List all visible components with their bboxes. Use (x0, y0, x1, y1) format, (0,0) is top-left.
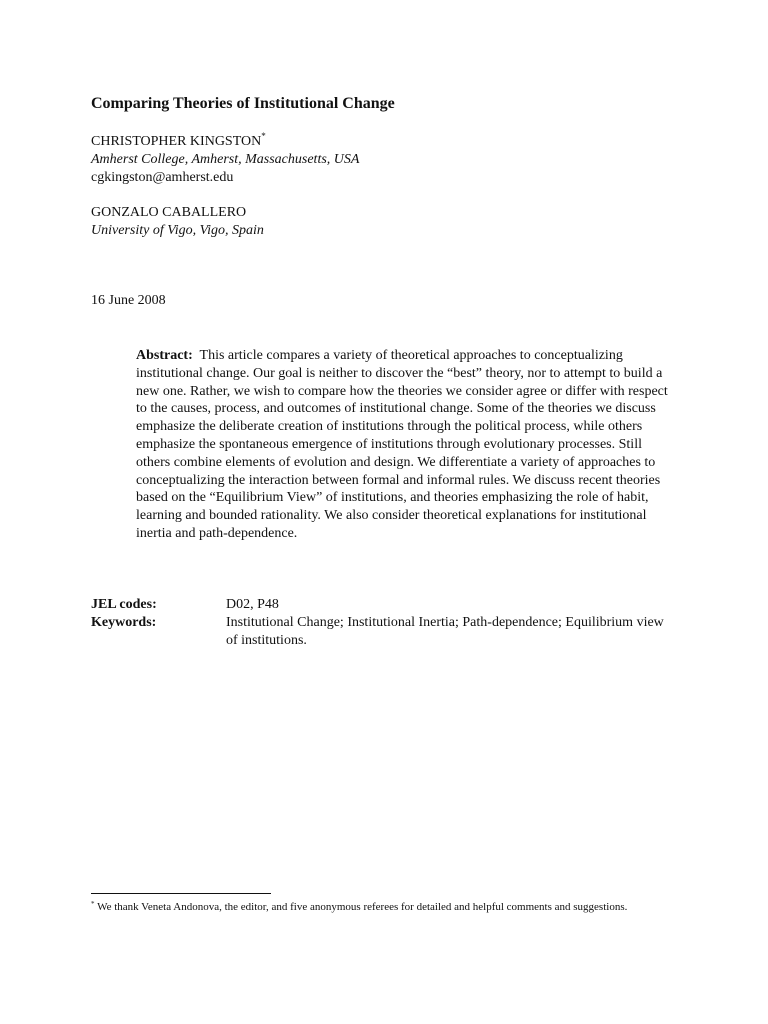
abstract-paragraph (136, 347, 670, 543)
footnote (91, 900, 661, 915)
author-affiliation: Amherst College, Amherst, Massachusetts, USA (91, 152, 360, 167)
footnote-text: We thank Veneta Andonova, the editor, and five anonymous referees for detailed and helpful comments and suggestions. (97, 901, 628, 913)
paper-title: Comparing Theories of Institutional Change (91, 95, 395, 112)
author-name (91, 133, 359, 151)
author-email: cgkingston@amherst.edu (91, 170, 234, 185)
jel-codes-label: JEL codes: (91, 597, 157, 612)
abstract-text: This article compares a variety of theoretical approaches to conceptualizing institutional change. Our goal is neither to discover the “best” theory, nor to attempt to build a new one. Rather, we wish to compare how the theories we consider agree or differ with respect to the causes, process, and outcomes of institutional change. Some of the theories we discuss emphasize the deliberate creation of institutions through the political process, while others emphasize the spontaneous emergence of institutions through evolutionary processes. Still others combine elements of evolution and design. We differentiate a variety of approaches to conceptualizing the interaction between formal and informal rules. We discuss recent theories based on the “Equilibrium View” of institutions, and theories emphasizing the role of habit, learning and bounded rationality. We also consider theoretical explanations for institutional inertia and path-dependence. (136, 348, 668, 541)
keywords-label: Keywords: (91, 615, 157, 630)
keywords-value: Institutional Change; Institutional Inertia; Path-dependence; Equilibrium view of institutions. (226, 615, 664, 648)
author-footnote-mark: * (261, 131, 266, 141)
jel-codes-value: D02, P48 (226, 597, 279, 612)
paper-date: 16 June 2008 (91, 293, 166, 308)
author-block-kingston (91, 133, 359, 187)
author-name: GONZALO CABALLERO (91, 205, 247, 220)
author-name-text: CHRISTOPHER KINGSTON (91, 134, 262, 149)
footnote-divider (91, 893, 271, 894)
author-block-caballero (91, 204, 264, 240)
footnote-mark: * (91, 900, 95, 908)
abstract-label: Abstract: (136, 348, 193, 363)
author-affiliation: University of Vigo, Vigo, Spain (91, 223, 264, 238)
